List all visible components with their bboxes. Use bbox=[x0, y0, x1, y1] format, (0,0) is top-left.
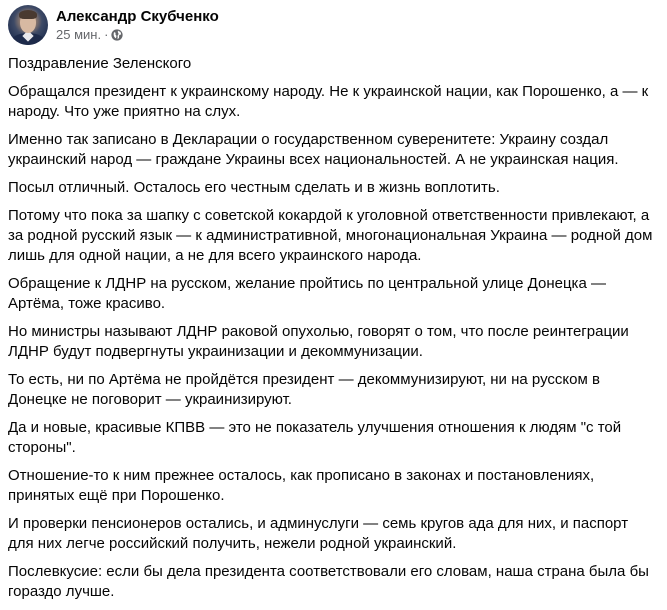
post-paragraph: Но министры называют ЛДНР раковой опухолью, говорят о том, что после реинтеграции ЛДНР будут подвергнуты украинизации и декоммунизации. bbox=[8, 323, 629, 360]
post-paragraph-title: Поздравление Зеленского bbox=[8, 55, 192, 72]
post-paragraph: Отношение-то к ним прежнее осталось, как прописано в законах и постановлениях, принятых ещё при Порошенко. bbox=[8, 467, 595, 504]
post-paragraph: Да и новые, красивые КПВВ — это не показатель улучшения отношения к людям "с той стороны". bbox=[8, 419, 622, 456]
post-paragraph: Посыл отличный. Осталось его честным сделать и в жизнь воплотить. bbox=[8, 179, 500, 196]
post-paragraph: То есть, ни по Артёма не пройдётся президент — декоммунизируют, ни на русском в Донецке не поговорит — украинизируют. bbox=[8, 371, 600, 408]
author-name-link[interactable]: Александр Скубченко bbox=[56, 8, 219, 25]
post-paragraph: Обращался президент к украинскому народу. Не к украинской нации, как Порошенко, а — к народу. Что уже приятно на слух. bbox=[8, 83, 649, 120]
post-paragraph: Именно так записано в Декларации о государственном суверенитете: Украину создал украинский народ — граждане Украины всех национальностей. А не украинская нация. bbox=[8, 131, 619, 168]
meta-separator: · bbox=[104, 27, 109, 42]
post-timestamp-link[interactable]: 25 мин. bbox=[56, 27, 102, 42]
post-paragraph: Послевкусие: если бы дела президента соответствовали его словам, наша страна была бы гораздо лучше. bbox=[8, 563, 649, 600]
header-text bbox=[56, 7, 219, 43]
globe-icon[interactable] bbox=[111, 29, 123, 41]
avatar-hair bbox=[19, 10, 37, 19]
post-meta bbox=[56, 27, 219, 43]
author-avatar[interactable] bbox=[8, 5, 48, 45]
post-header bbox=[8, 4, 219, 46]
post-body bbox=[8, 54, 656, 610]
post-paragraph: Потому что пока за шапку с советской кокардой к уголовной ответственности привлекают, а за родной русский язык — к административной, многонациональная Украина — родной дом лишь для одной нации, а не для всего украинского народа. bbox=[8, 207, 653, 264]
post-paragraph: Обращение к ЛДНР на русском, желание пройтись по центральной улице Донецка — Артёма, тоже красиво. bbox=[8, 275, 606, 312]
post-paragraph: И проверки пенсионеров остались, и админуслуги — семь кругов ада для них, и паспорт для них легче российский получить, нежели родной украинский. bbox=[8, 515, 629, 552]
